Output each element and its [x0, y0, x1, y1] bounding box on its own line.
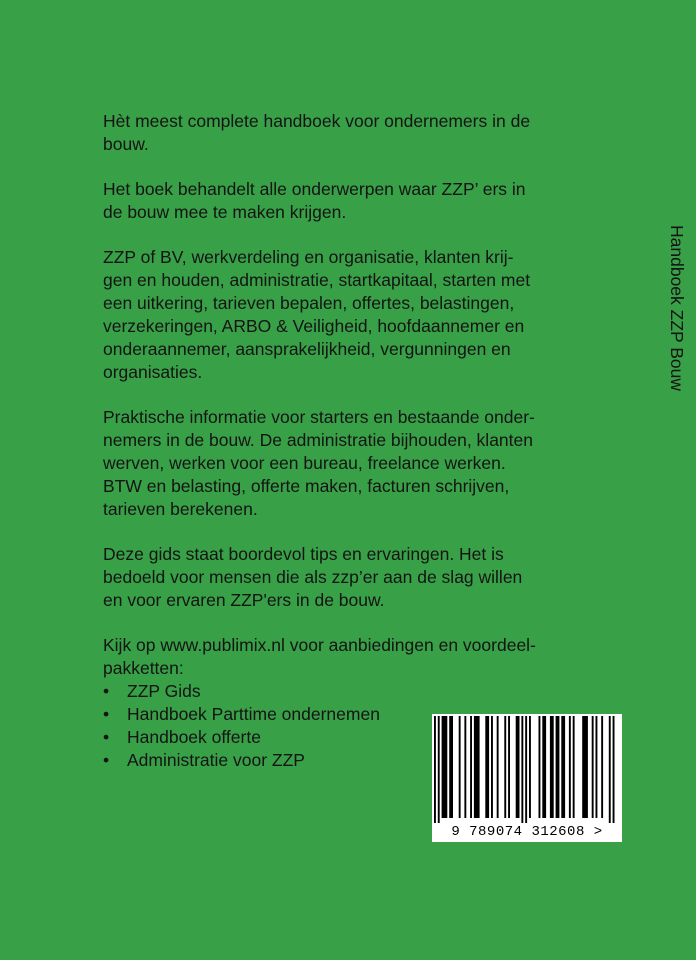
barcode-bar — [485, 716, 489, 818]
back-cover-text — [103, 110, 603, 772]
text-line: bouw. — [103, 134, 149, 154]
barcode-bar — [516, 716, 520, 818]
barcode-bar — [438, 716, 440, 823]
bullet-icon: • — [103, 681, 110, 701]
barcode-bar — [508, 716, 510, 818]
text-line: bedoeld voor mensen die als zzp’er aan de slag willen — [103, 567, 523, 587]
list-item-label: Handboek Parttime ondernemen — [127, 704, 380, 724]
barcode-bar — [613, 716, 615, 823]
barcode-bar — [449, 716, 453, 818]
barcode-bar — [573, 716, 575, 818]
text-line: pakketten: — [103, 658, 184, 678]
isbn-number: 9 789074 312608 > — [451, 824, 603, 840]
barcode-bar — [592, 716, 594, 818]
list-item-label: Administratie voor ZZP — [127, 750, 305, 770]
barcode-bar — [539, 716, 541, 818]
barcode-bar — [474, 716, 480, 818]
text-line: een uitkering, tarieven bepalen, offertes, belastingen, — [103, 293, 515, 313]
text-line: werven, werken voor een bureau, freelance werken. — [103, 453, 506, 473]
barcode-bar — [601, 716, 603, 818]
bullet-icon: • — [103, 750, 110, 770]
list-item-label: ZZP Gids — [127, 681, 201, 701]
topics-intro-paragraph — [103, 178, 603, 224]
text-line: nemers in de bouw. De administratie bijhouden, klanten — [103, 430, 533, 450]
spine-title — [665, 225, 689, 425]
barcode-bar — [525, 716, 527, 823]
barcode-bar — [556, 716, 560, 818]
text-line: Deze gids staat boordevol tips en ervaringen. Het is — [103, 544, 504, 564]
barcode-bar — [434, 716, 436, 823]
barcode-bar — [470, 716, 472, 818]
text-line: en voor ervaren ZZP'ers in de bouw. — [103, 590, 385, 610]
barcode-bar — [596, 716, 598, 818]
barcode-bar — [521, 716, 523, 823]
barcode-bar — [529, 716, 531, 818]
practical-info-paragraph — [103, 406, 603, 521]
bullet-icon: • — [103, 727, 110, 747]
barcode-bar — [569, 716, 571, 818]
barcode-bar — [497, 716, 499, 818]
barcode-bar — [491, 716, 493, 818]
intro-paragraph — [103, 110, 603, 156]
text-line: Hèt meest complete handboek voor ondernemers in de — [103, 111, 531, 131]
barcode-bar — [542, 716, 546, 818]
guide-paragraph — [103, 543, 603, 612]
barcode-bar — [582, 716, 588, 818]
text-line: verzekeringen, ARBO & Veiligheid, hoofdaannemer en — [103, 316, 525, 336]
list-item — [103, 680, 603, 703]
barcode-bar — [464, 716, 466, 818]
barcode-bar — [561, 716, 565, 818]
bullet-icon: • — [103, 704, 110, 724]
text-line: Kijk op www.publimix.nl voor aanbiedingen en voordeel- — [103, 635, 536, 655]
text-line: organisaties. — [103, 362, 203, 382]
text-line: BTW en belasting, offerte maken, facturen schrijven, — [103, 476, 510, 496]
barcode-bars — [432, 714, 622, 824]
text-line: onderaannemer, aansprakelijkheid, vergunningen en — [103, 339, 511, 359]
isbn-barcode — [432, 714, 622, 842]
text-line: de bouw mee te maken krijgen. — [103, 202, 347, 222]
text-line: Praktische informatie voor starters en bestaande onder- — [103, 407, 535, 427]
topics-paragraph — [103, 246, 603, 384]
spine-title-text: Handboek ZZP Bouw — [667, 225, 687, 392]
text-line: Het boek behandelt alle onderwerpen waar ZZP’ ers in — [103, 179, 526, 199]
text-line: ZZP of BV, werkverdeling en organisatie, klanten krij- — [103, 247, 514, 267]
barcode-bar — [459, 716, 461, 818]
barcode-bar — [609, 716, 611, 823]
list-item-label: Handboek offerte — [127, 727, 261, 747]
barcode-bar — [504, 716, 506, 818]
barcode-bar — [550, 716, 554, 818]
text-line: gen en houden, administratie, startkapitaal, starten met — [103, 270, 531, 290]
barcode-bar — [442, 716, 448, 818]
text-line: tarieven berekenen. — [103, 499, 258, 519]
offer-paragraph — [103, 634, 603, 680]
